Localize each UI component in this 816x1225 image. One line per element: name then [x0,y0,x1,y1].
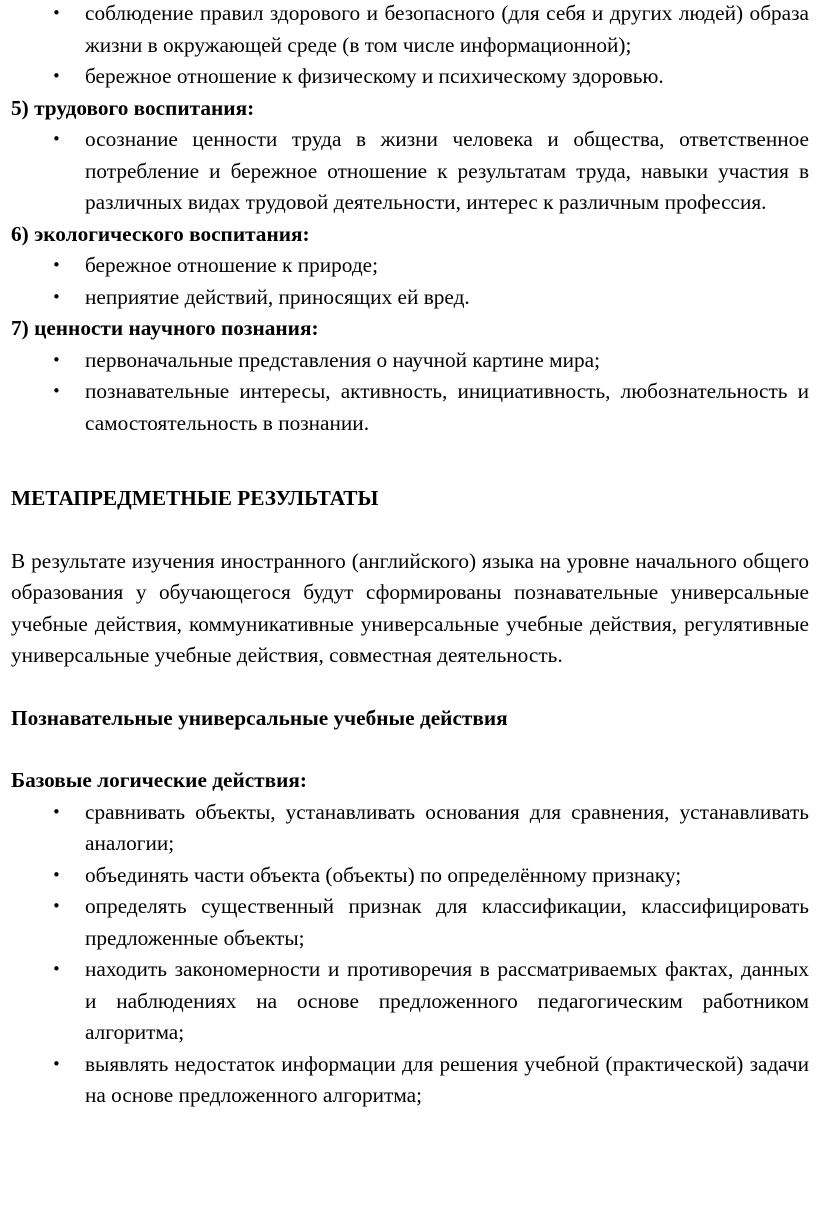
logic-list [11,797,809,1112]
list-item: • выявлять недостаток информации для решения учебной (практической) задачи на основе предложенного алгоритма; [11,1049,809,1112]
list-item: • осознание ценности труда в жизни человека и общества, ответственное потребление и бережное отношение к результатам труда, навыки участия в различных видах трудовой деятельности, интерес к различным профессия. [11,124,809,219]
list-item: • неприятие действий, приносящих ей вред. [11,282,809,314]
section-heading-labor: 5) трудового воспитания: [11,95,255,120]
science-list [11,345,809,440]
list-item: • сравнивать объекты, устанавливать основания для сравнения, устанавливать аналогии; [11,797,809,860]
cognitive-heading: Познавательные универсальные учебные действия [11,705,508,730]
spacer [11,734,809,765]
health-list [11,0,809,93]
section-heading-science: 7) ценности научного познания: [11,316,319,340]
list-item: • объединять части объекта (объекты) по определённому признаку; [11,860,809,892]
spacer [11,672,809,703]
logic-heading: Базовые логические действия: [11,768,308,792]
list-item: • бережное отношение к природе; [11,250,809,282]
list-item: • соблюдение правил здорового и безопасного (для себя и других людей) образа жизни в окружающей среде (в том числе информационной); [11,0,809,61]
intro-paragraph: В результате изучения иностранного (английского) языка на уровне начального общего образования у обучающегося будут сформированы познавательные универсальные учебные действия, коммуникативные универсальные учебные действия, регулятивные универсальные учебные действия, совместная деятельность. [11,548,809,667]
list-item: • определять существенный признак для классификации, классифицировать предложенные объекты; [11,891,809,954]
section-heading-ecology: 6) экологического воспитания: [11,221,310,246]
ecology-list [11,250,809,313]
list-item: • находить закономерности и противоречия в рассматриваемых фактах, данных и наблюдениях на основе предложенного педагогическим работником алгоритма; [11,954,809,1049]
list-item: • первоначальные представления о научной картине мира; [11,345,809,377]
labor-list [11,124,809,219]
spacer [11,439,809,483]
list-item: • бережное отношение к физическому и психическому здоровью. [11,61,809,93]
page-title: МЕТАПРЕДМЕТНЫЕ РЕЗУЛЬТАТЫ [11,486,379,510]
spacer [11,515,809,546]
list-item: • познавательные интересы, активность, инициативность, любознательность и самостоятельность в познании. [11,376,809,439]
